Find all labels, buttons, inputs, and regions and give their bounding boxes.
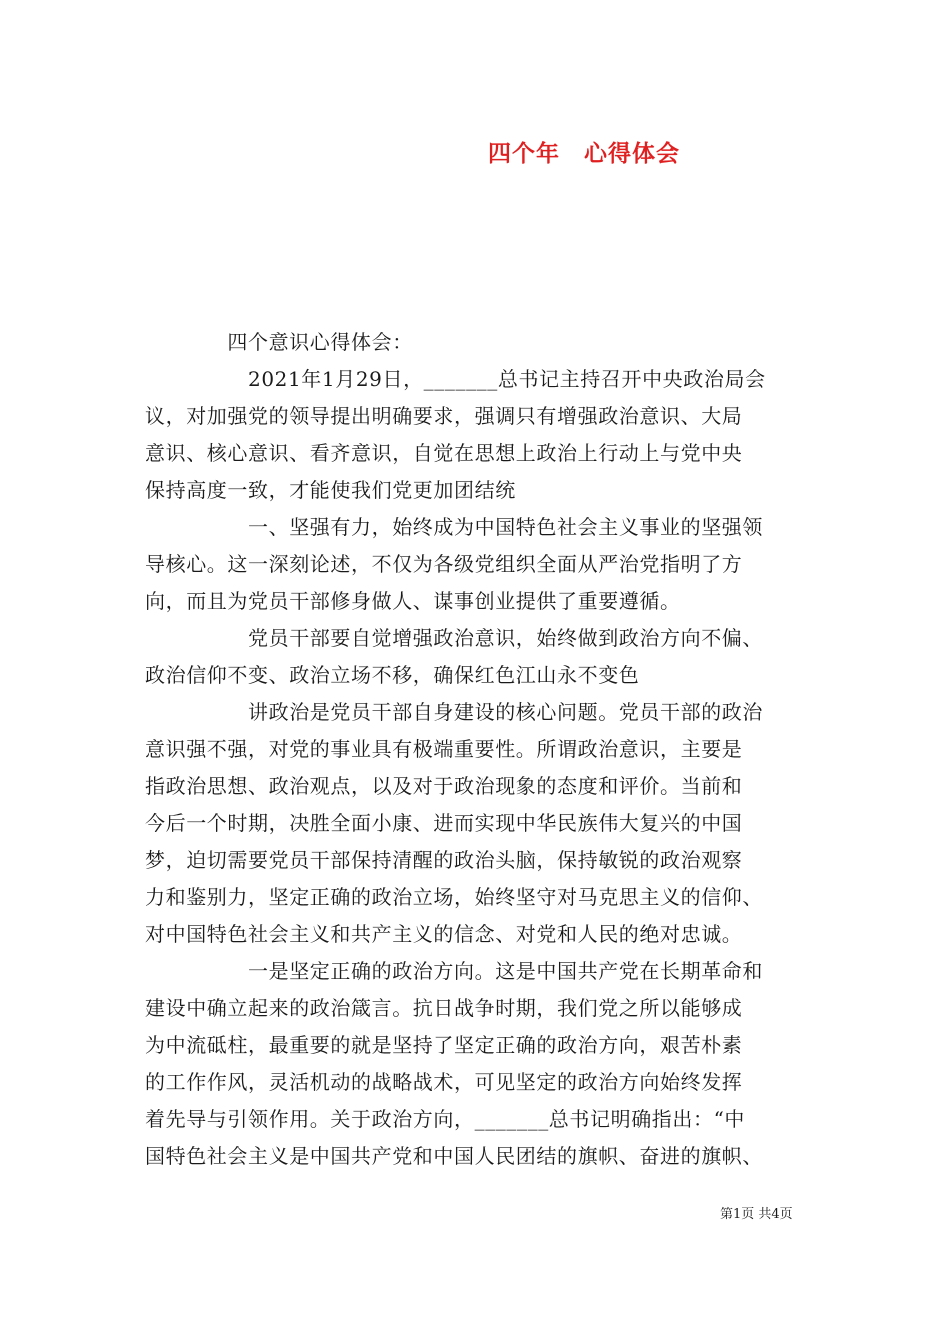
body-line: 保持高度一致，才能使我们党更加团结统 — [145, 478, 516, 502]
body-line: 导核心。这一深刻论述，不仅为各级党组织全面从严治党指明了方 — [145, 552, 743, 576]
document-body — [145, 324, 810, 1175]
body-line: 党员干部要自觉增强政治意识，始终做到政治方向不偏、 — [145, 626, 763, 650]
body-line: 政治信仰不变、政治立场不移，确保红色江山永不变色 — [145, 663, 640, 687]
body-line: 梦，迫切需要党员干部保持清醒的政治头脑，保持敏锐的政治观察 — [145, 848, 743, 872]
body-line: 向，而且为党员干部修身做人、谋事创业提供了重要遵循。 — [145, 589, 681, 613]
body-line: 国特色社会主义是中国共产党和中国人民团结的旗帜、奋进的旗帜、 — [145, 1144, 763, 1168]
body-line: 建设中确立起来的政治箴言。抗日战争时期，我们党之所以能够成 — [145, 996, 743, 1020]
body-line: 讲政治是党员干部自身建设的核心问题。党员干部的政治 — [145, 700, 763, 724]
body-line: 着先导与引领作用。关于政治方向，_______总书记明确指出：“中 — [145, 1107, 746, 1131]
body-line: 意识、核心意识、看齐意识，自觉在思想上政治上行动上与党中央 — [145, 441, 743, 465]
document-title: 四个年 心得体会 — [488, 141, 680, 167]
body-line: 力和鉴别力，坚定正确的政治立场，始终坚守对马克思主义的信仰、 — [145, 885, 763, 909]
body-line: 四个意识心得体会： — [145, 330, 413, 354]
body-line: 为中流砥柱，最重要的就是坚持了坚定正确的政治方向，艰苦朴素 — [145, 1033, 743, 1057]
body-line: 今后一个时期，决胜全面小康、进而实现中华民族伟大复兴的中国 — [145, 811, 743, 835]
page-number: 第1页 共4页 — [720, 1207, 793, 1222]
body-line: 指政治思想、政治观点，以及对于政治现象的态度和评价。当前和 — [145, 774, 743, 798]
body-line: 的工作作风，灵活机动的战略战术，可见坚定的政治方向始终发挥 — [145, 1070, 743, 1094]
body-line: 2021年1月29日，_______总书记主持召开中央政治局会 — [145, 367, 766, 391]
body-line: 一、坚强有力，始终成为中国特色社会主义事业的坚强领 — [145, 515, 763, 539]
body-line: 议，对加强党的领导提出明确要求，强调只有增强政治意识、大局 — [145, 404, 743, 428]
body-line: 对中国特色社会主义和共产主义的信念、对党和人民的绝对忠诚。 — [145, 922, 743, 946]
body-line: 一是坚定正确的政治方向。这是中国共产党在长期革命和 — [145, 959, 763, 983]
body-line: 意识强不强，对党的事业具有极端重要性。所谓政治意识，主要是 — [145, 737, 743, 761]
